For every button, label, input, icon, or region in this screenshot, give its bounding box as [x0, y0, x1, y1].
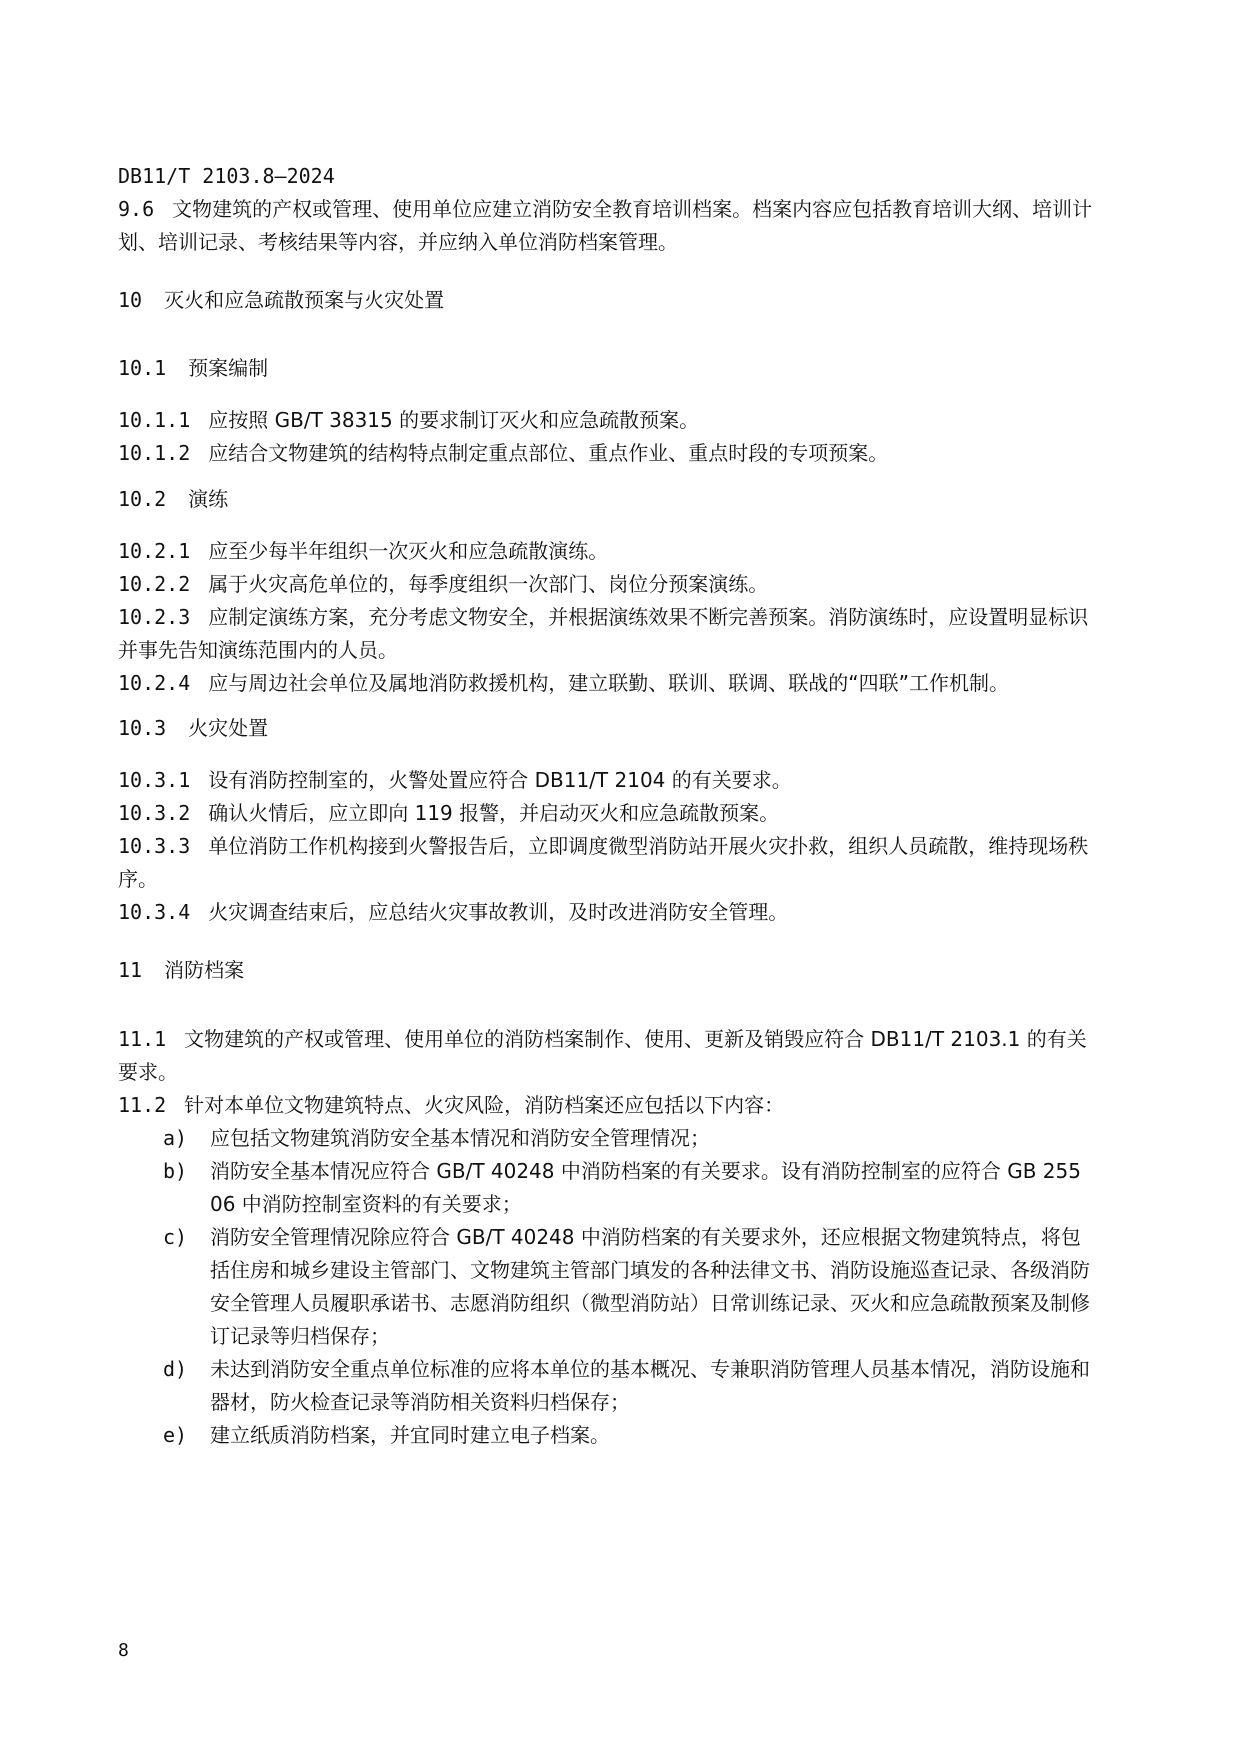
clause-paragraph	[118, 437, 1093, 470]
list-text: 应包括文物建筑消防安全基本情况和消防安全管理情况；	[210, 1126, 710, 1150]
clause-paragraph	[118, 568, 1093, 601]
clause-text: 设有消防控制室的，火警处置应符合 DB11/T 2104 的有关要求。	[208, 768, 792, 792]
list-text: 建立纸质消防档案，并宜同时建立电子档案。	[210, 1423, 610, 1447]
clause-number: 10.3.4	[118, 900, 191, 924]
clause-paragraph	[118, 830, 1093, 896]
clause-paragraph	[118, 1023, 1093, 1089]
list-text: 未达到消防安全重点单位标准的应将本单位的基本概况、专兼职消防管理人员基本情况，消防设施和器材，防火检查记录等消防相关资料归档保存；	[210, 1357, 1090, 1414]
list-item	[118, 1221, 1093, 1353]
section-number: 11	[118, 958, 143, 982]
clause-text: 单位消防工作机构接到火警报告后，立即调度微型消防站开展火灾扑救，组织人员疏散，维持现场秩序。	[118, 834, 1089, 891]
section-11-body	[118, 1023, 1093, 1452]
clause-number: 11.1	[118, 1027, 167, 1051]
clause-paragraph	[118, 667, 1093, 700]
clause-number: 10.3.1	[118, 768, 191, 792]
clause-paragraph	[118, 601, 1093, 667]
clause-number: 10.1.2	[118, 441, 191, 465]
section-10-heading	[118, 285, 1093, 315]
list-item	[118, 1155, 1093, 1221]
subsection-10-2-items	[118, 535, 1093, 700]
clause-text: 应结合文物建筑的结构特点制定重点部位、重点作业、重点时段的专项预案。	[208, 441, 889, 465]
subsection-title: 演练	[188, 487, 229, 511]
clause-text: 属于火灾高危单位的，每季度组织一次部门、岗位分预案演练。	[208, 572, 769, 596]
clause-text: 应至少每半年组织一次灭火和应急疏散演练。	[208, 539, 609, 563]
clause-text: 应制定演练方案，充分考虑文物安全，并根据演练效果不断完善预案。消防演练时，应设置明显标识并事先告知演练范围内的人员。	[118, 605, 1089, 662]
clause-text: 应与周边社会单位及属地消防救援机构，建立联勤、联训、联调、联战的“四联”工作机制。	[208, 671, 1009, 695]
clause-9-6	[118, 193, 1093, 259]
clause-number: 10.3.3	[118, 834, 191, 858]
subsection-10-1-items	[118, 404, 1093, 470]
list-text: 消防安全基本情况应符合 GB/T 40248 中消防档案的有关要求。设有消防控制室的应符合 GB 25506 中消防控制室资料的有关要求；	[210, 1159, 1081, 1216]
clause-paragraph	[118, 1089, 1093, 1122]
list-item	[118, 1122, 1093, 1155]
clause-paragraph	[118, 797, 1093, 830]
clause-text: 文物建筑的产权或管理、使用单位的消防档案制作、使用、更新及销毁应符合 DB11/T 2103.1 的有关要求。	[118, 1027, 1087, 1084]
section-11-heading	[118, 955, 1093, 985]
subsection-10-3-heading	[118, 713, 1093, 743]
subsection-10-1-heading	[118, 353, 1093, 383]
section-heading	[118, 285, 1093, 315]
clause-paragraph	[118, 896, 1093, 929]
list-item	[118, 1419, 1093, 1452]
standard-code: DB11/T 2103.8—2024	[118, 164, 335, 188]
clause-number: 10.2.3	[118, 605, 191, 629]
list-label: c)	[163, 1225, 188, 1249]
subsection-number: 10.3	[118, 716, 167, 740]
list-item	[118, 1353, 1093, 1419]
section-title: 灭火和应急疏散预案与火灾处置	[164, 288, 445, 312]
list-text: 消防安全管理情况除应符合 GB/T 40248 中消防档案的有关要求外，还应根据文物建筑特点，将包括住房和城乡建设主管部门、文物建筑主管部门填发的各种法律文书、消防设施巡查记录、各级消防安全管理人员履职承诺书、志愿消防组织（微型消防站）日常训练记录、灭火和应急疏散预案及制修订记录等归档保存；	[210, 1225, 1090, 1348]
clause-paragraph	[118, 404, 1093, 437]
clause-text: 针对本单位文物建筑特点、火灾风险，消防档案还应包括以下内容：	[184, 1093, 785, 1117]
list-label: b)	[163, 1159, 188, 1183]
list-label: d)	[163, 1357, 188, 1381]
clause-paragraph	[118, 535, 1093, 568]
clause-number: 10.1.1	[118, 408, 191, 432]
subsection-heading	[118, 484, 1093, 514]
clause-text: 文物建筑的产权或管理、使用单位应建立消防安全教育培训档案。档案内容应包括教育培训大纲、培训计划、培训记录、考核结果等内容，并应纳入单位消防档案管理。	[118, 197, 1093, 254]
subsection-10-3-items	[118, 764, 1093, 929]
section-number: 10	[118, 288, 143, 312]
subsection-10-2-heading	[118, 484, 1093, 514]
clause-text: 确认火情后，应立即向 119 报警，并启动灭火和应急疏散预案。	[208, 801, 780, 825]
clause-number: 9.6	[118, 197, 155, 221]
list-label: a)	[163, 1126, 188, 1150]
clause-text: 火灾调查结束后，应总结火灾事故教训，及时改进消防安全管理。	[208, 900, 789, 924]
subsection-heading	[118, 713, 1093, 743]
clause-paragraph	[118, 764, 1093, 797]
subsection-number: 10.1	[118, 356, 167, 380]
list-label: e)	[163, 1423, 188, 1447]
clause-number: 10.2.1	[118, 539, 191, 563]
subsection-title: 火灾处置	[188, 716, 269, 740]
subsection-number: 10.2	[118, 487, 167, 511]
page-number: 8	[118, 1640, 129, 1661]
section-heading	[118, 955, 1093, 985]
clause-number: 10.2.2	[118, 572, 191, 596]
clause-number: 10.3.2	[118, 801, 191, 825]
section-title: 消防档案	[164, 958, 245, 982]
clause-text: 应按照 GB/T 38315 的要求制订灭火和应急疏散预案。	[208, 408, 700, 432]
clause-paragraph	[118, 193, 1093, 259]
clause-number: 11.2	[118, 1093, 167, 1117]
subsection-heading	[118, 353, 1093, 383]
clause-number: 10.2.4	[118, 671, 191, 695]
subsection-title: 预案编制	[188, 356, 269, 380]
